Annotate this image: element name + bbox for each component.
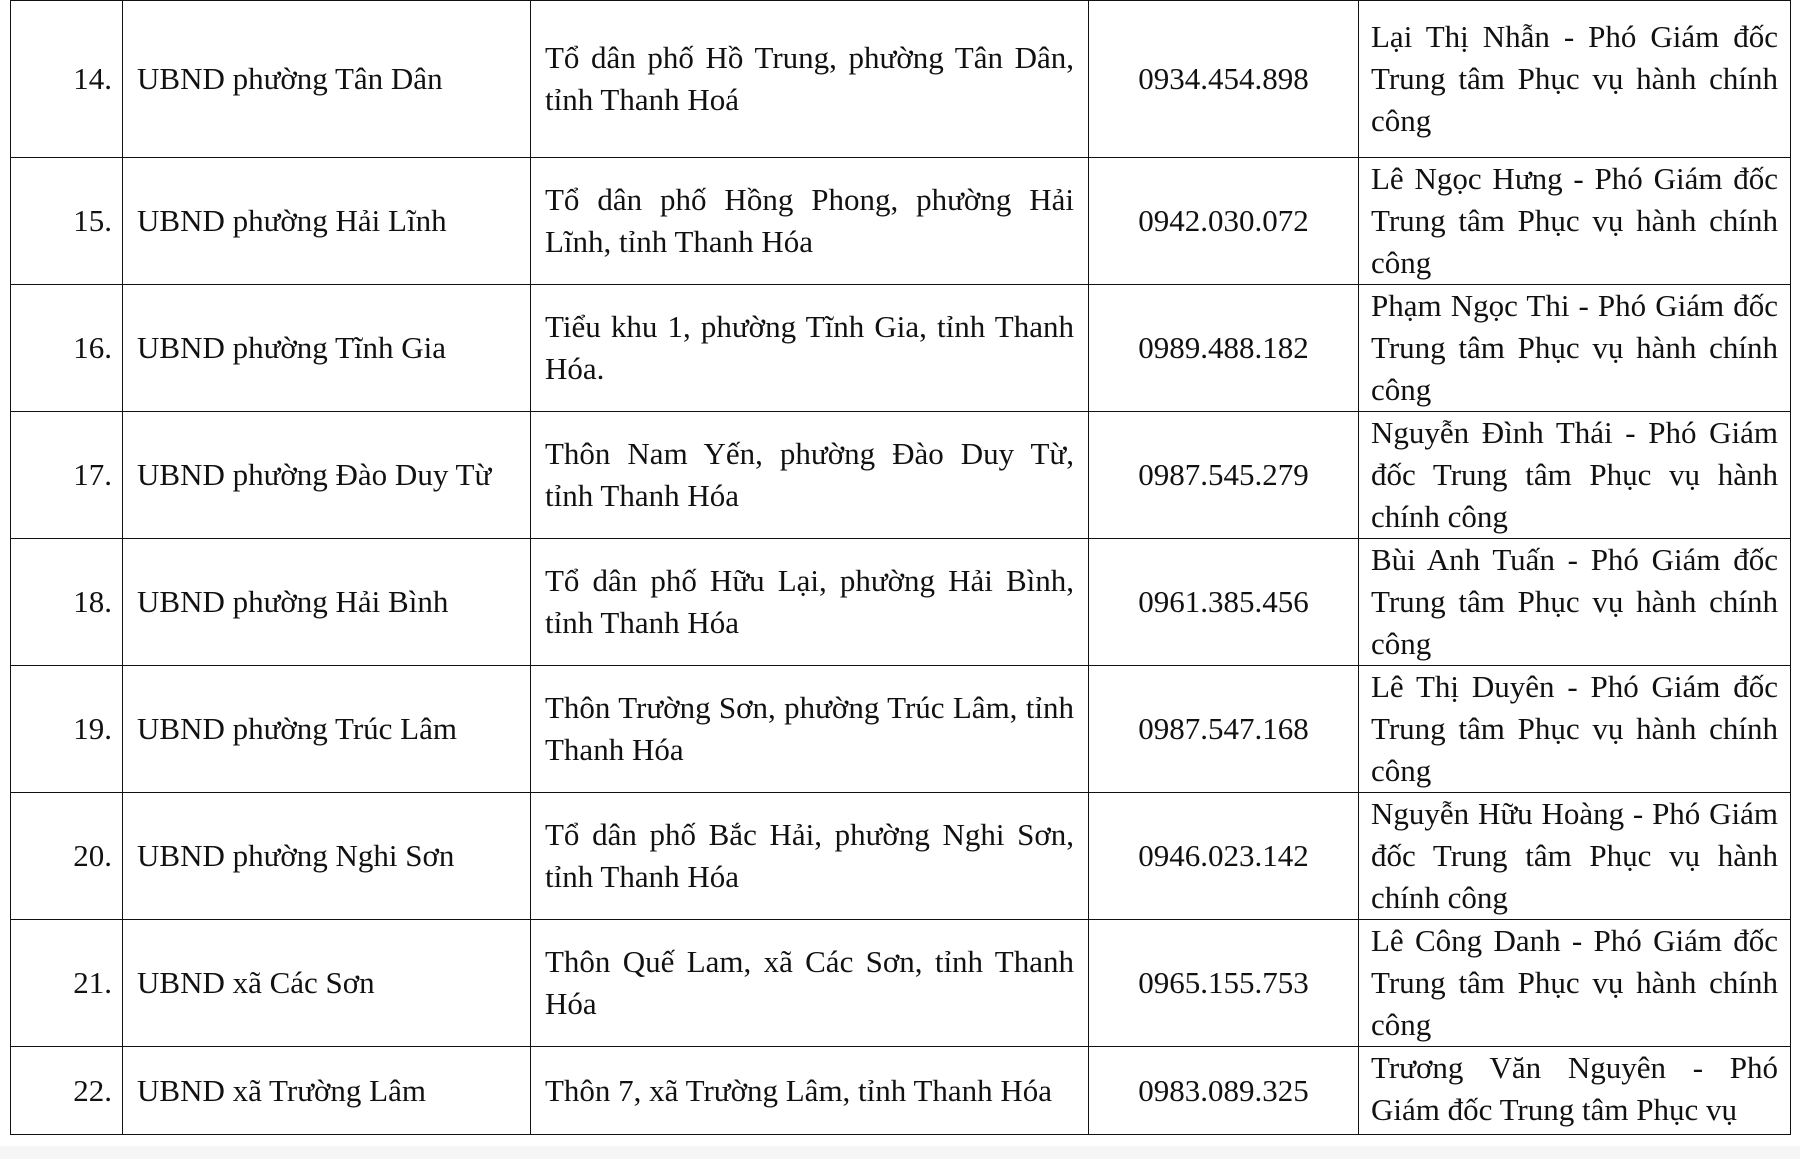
contact-person — [1359, 1047, 1791, 1135]
table-row — [11, 285, 1791, 412]
phone-number: 0942.030.072 — [1089, 158, 1359, 285]
phone-number: 0987.547.168 — [1089, 666, 1359, 793]
row-number: 14. — [11, 1, 123, 158]
row-number: 18. — [11, 539, 123, 666]
row-number: 19. — [11, 666, 123, 793]
contact-person: Nguyễn Đình Thái - Phó Giám đốc Trung tâm Phục vụ hành chính công — [1359, 412, 1791, 539]
contact-person-text: Trương Văn Nguyên - Phó Giám đốc Trung tâm Phục vụ — [1371, 1050, 1778, 1127]
address: Thôn Trường Sơn, phường Trúc Lâm, tỉnh Thanh Hóa — [531, 666, 1089, 793]
contact-table — [10, 0, 1791, 1135]
phone-number: 0961.385.456 — [1089, 539, 1359, 666]
table-row — [11, 920, 1791, 1047]
phone-number: 0934.454.898 — [1089, 1, 1359, 158]
address: Tổ dân phố Hồ Trung, phường Tân Dân, tỉnh Thanh Hoá — [531, 1, 1089, 158]
unit-name: UBND phường Đào Duy Từ — [123, 412, 531, 539]
table-row — [11, 666, 1791, 793]
table-row — [11, 1, 1791, 158]
row-number: 16. — [11, 285, 123, 412]
page-bottom-edge — [0, 1146, 1800, 1159]
address: Thôn Nam Yến, phường Đào Duy Từ, tỉnh Thanh Hóa — [531, 412, 1089, 539]
row-number: 15. — [11, 158, 123, 285]
table-row — [11, 539, 1791, 666]
address: Thôn Quế Lam, xã Các Sơn, tỉnh Thanh Hóa — [531, 920, 1089, 1047]
table-row — [11, 793, 1791, 920]
address: Tổ dân phố Hữu Lại, phường Hải Bình, tỉnh Thanh Hóa — [531, 539, 1089, 666]
unit-name: UBND phường Tĩnh Gia — [123, 285, 531, 412]
phone-number: 0965.155.753 — [1089, 920, 1359, 1047]
address: Thôn 7, xã Trường Lâm, tỉnh Thanh Hóa — [531, 1047, 1089, 1135]
phone-number: 0987.545.279 — [1089, 412, 1359, 539]
address: Tổ dân phố Bắc Hải, phường Nghi Sơn, tỉnh Thanh Hóa — [531, 793, 1089, 920]
contact-person: Nguyễn Hữu Hoàng - Phó Giám đốc Trung tâm Phục vụ hành chính công — [1359, 793, 1791, 920]
row-number: 17. — [11, 412, 123, 539]
unit-name: UBND phường Hải Bình — [123, 539, 531, 666]
table-row — [11, 158, 1791, 285]
unit-name: UBND phường Nghi Sơn — [123, 793, 531, 920]
row-number: 20. — [11, 793, 123, 920]
contact-person: Lại Thị Nhẫn - Phó Giám đốc Trung tâm Phục vụ hành chính công — [1359, 1, 1791, 158]
unit-name: UBND phường Tân Dân — [123, 1, 531, 158]
row-number: 21. — [11, 920, 123, 1047]
table-row — [11, 412, 1791, 539]
contact-person: Phạm Ngọc Thi - Phó Giám đốc Trung tâm Phục vụ hành chính công — [1359, 285, 1791, 412]
address: Tổ dân phố Hồng Phong, phường Hải Lĩnh, tỉnh Thanh Hóa — [531, 158, 1089, 285]
phone-number: 0989.488.182 — [1089, 285, 1359, 412]
address: Tiểu khu 1, phường Tĩnh Gia, tỉnh Thanh Hóa. — [531, 285, 1089, 412]
unit-name: UBND xã Trường Lâm — [123, 1047, 531, 1135]
phone-number: 0946.023.142 — [1089, 793, 1359, 920]
contact-person: Lê Ngọc Hưng - Phó Giám đốc Trung tâm Phục vụ hành chính công — [1359, 158, 1791, 285]
unit-name: UBND phường Hải Lĩnh — [123, 158, 531, 285]
row-number: 22. — [11, 1047, 123, 1135]
contact-person: Lê Công Danh - Phó Giám đốc Trung tâm Phục vụ hành chính công — [1359, 920, 1791, 1047]
unit-name: UBND xã Các Sơn — [123, 920, 531, 1047]
table-row — [11, 1047, 1791, 1135]
unit-name: UBND phường Trúc Lâm — [123, 666, 531, 793]
phone-number: 0983.089.325 — [1089, 1047, 1359, 1135]
contact-person: Bùi Anh Tuấn - Phó Giám đốc Trung tâm Phục vụ hành chính công — [1359, 539, 1791, 666]
contact-person: Lê Thị Duyên - Phó Giám đốc Trung tâm Phục vụ hành chính công — [1359, 666, 1791, 793]
